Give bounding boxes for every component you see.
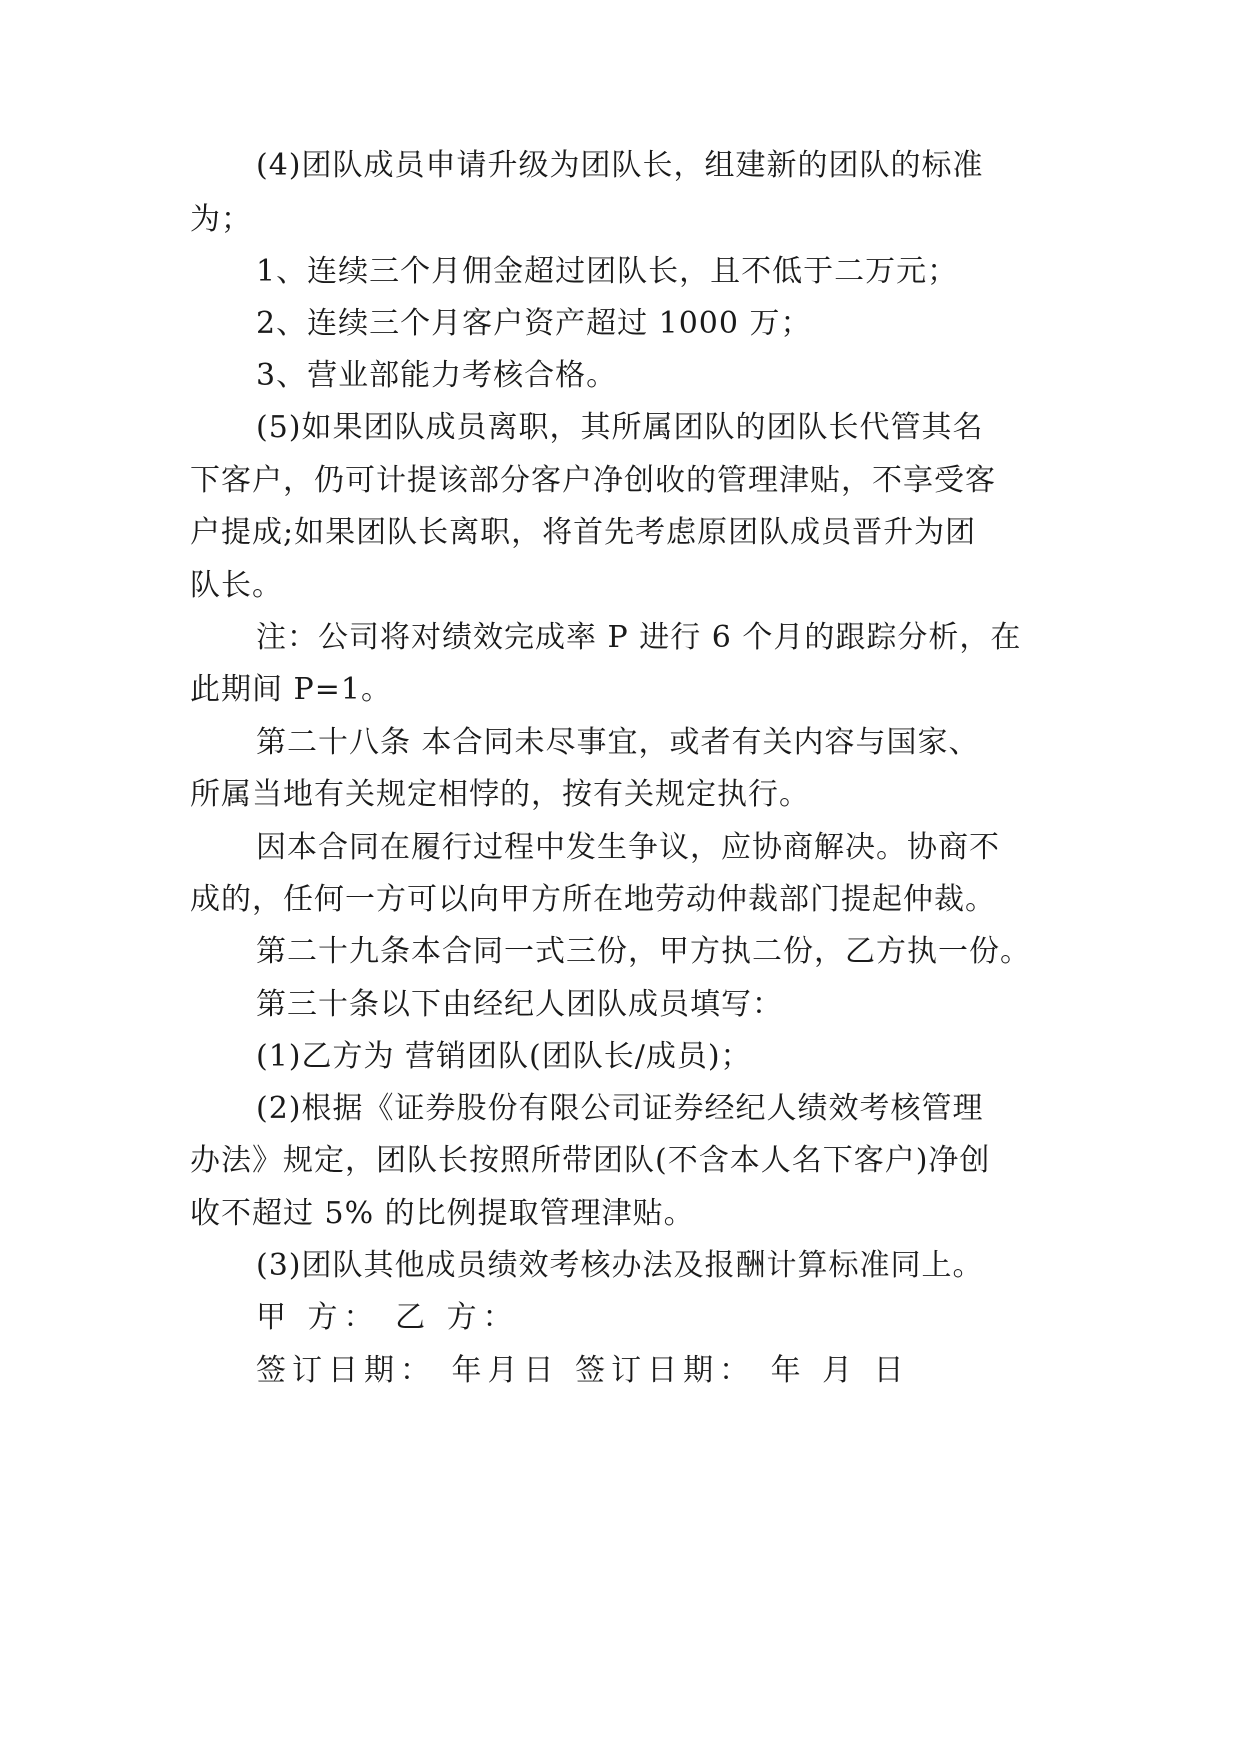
paragraph-line: (5)如果团队成员离职，其所属团队的团队长代管其名 — [256, 410, 984, 445]
paragraph-line: (2)根据《证券股份有限公司证券经纪人绩效考核管理 — [256, 1091, 984, 1126]
paragraph-line: 为； — [190, 202, 252, 237]
paragraph-line: 3、营业部能力考核合格。 — [256, 358, 618, 393]
paragraph-line: (1)乙方为 营销团队(团队长/成员)； — [256, 1039, 752, 1074]
paragraph-line: 户提成;如果团队长离职，将首先考虑原团队成员晋升为团 — [190, 515, 977, 550]
paragraph-line: 第三十条以下由经纪人团队成员填写： — [256, 987, 783, 1022]
paragraph-line: (3)团队其他成员绩效考核办法及报酬计算标准同上。 — [256, 1248, 984, 1283]
paragraph-line: 2、连续三个月客户资产超过 1000 万； — [256, 306, 812, 341]
paragraph-line: 第二十九条本合同一式三份，甲方执二份，乙方执一份。 — [256, 934, 1031, 969]
paragraph-line: 注：公司将对绩效完成率 P 进行 6 个月的跟踪分析，在 — [256, 620, 1022, 655]
paragraph-line: 成的，任何一方可以向甲方所在地劳动仲裁部门提起仲裁。 — [190, 882, 996, 917]
paragraph-line: 所属当地有关规定相悖的，按有关规定执行。 — [190, 777, 810, 812]
paragraph-line: 第二十八条 本合同未尽事宜，或者有关内容与国家、 — [256, 725, 980, 760]
paragraph-line: (4)团队成员申请升级为团队长，组建新的团队的标准 — [256, 148, 984, 183]
paragraph-line: 因本合同在履行过程中发生争议，应协商解决。协商不 — [256, 830, 1000, 865]
signature-parties: 甲 方： 乙 方： — [256, 1300, 519, 1335]
paragraph-line: 办法》规定，团队长按照所带团队(不含本人名下客户)净创 — [190, 1143, 991, 1178]
paragraph-line: 此期间 P=1。 — [190, 672, 392, 707]
paragraph-line: 1、连续三个月佣金超过团队长，且不低于二万元； — [256, 254, 959, 289]
paragraph-line: 下客户，仍可计提该部分客户净创收的管理津贴，不享受客 — [190, 463, 996, 498]
paragraph-line: 收不超过 5% 的比例提取管理津贴。 — [190, 1196, 695, 1231]
paragraph-line: 队长。 — [190, 568, 283, 603]
signature-dates: 签订日期： 年月日 签订日期： 年 月 日 — [256, 1353, 910, 1388]
